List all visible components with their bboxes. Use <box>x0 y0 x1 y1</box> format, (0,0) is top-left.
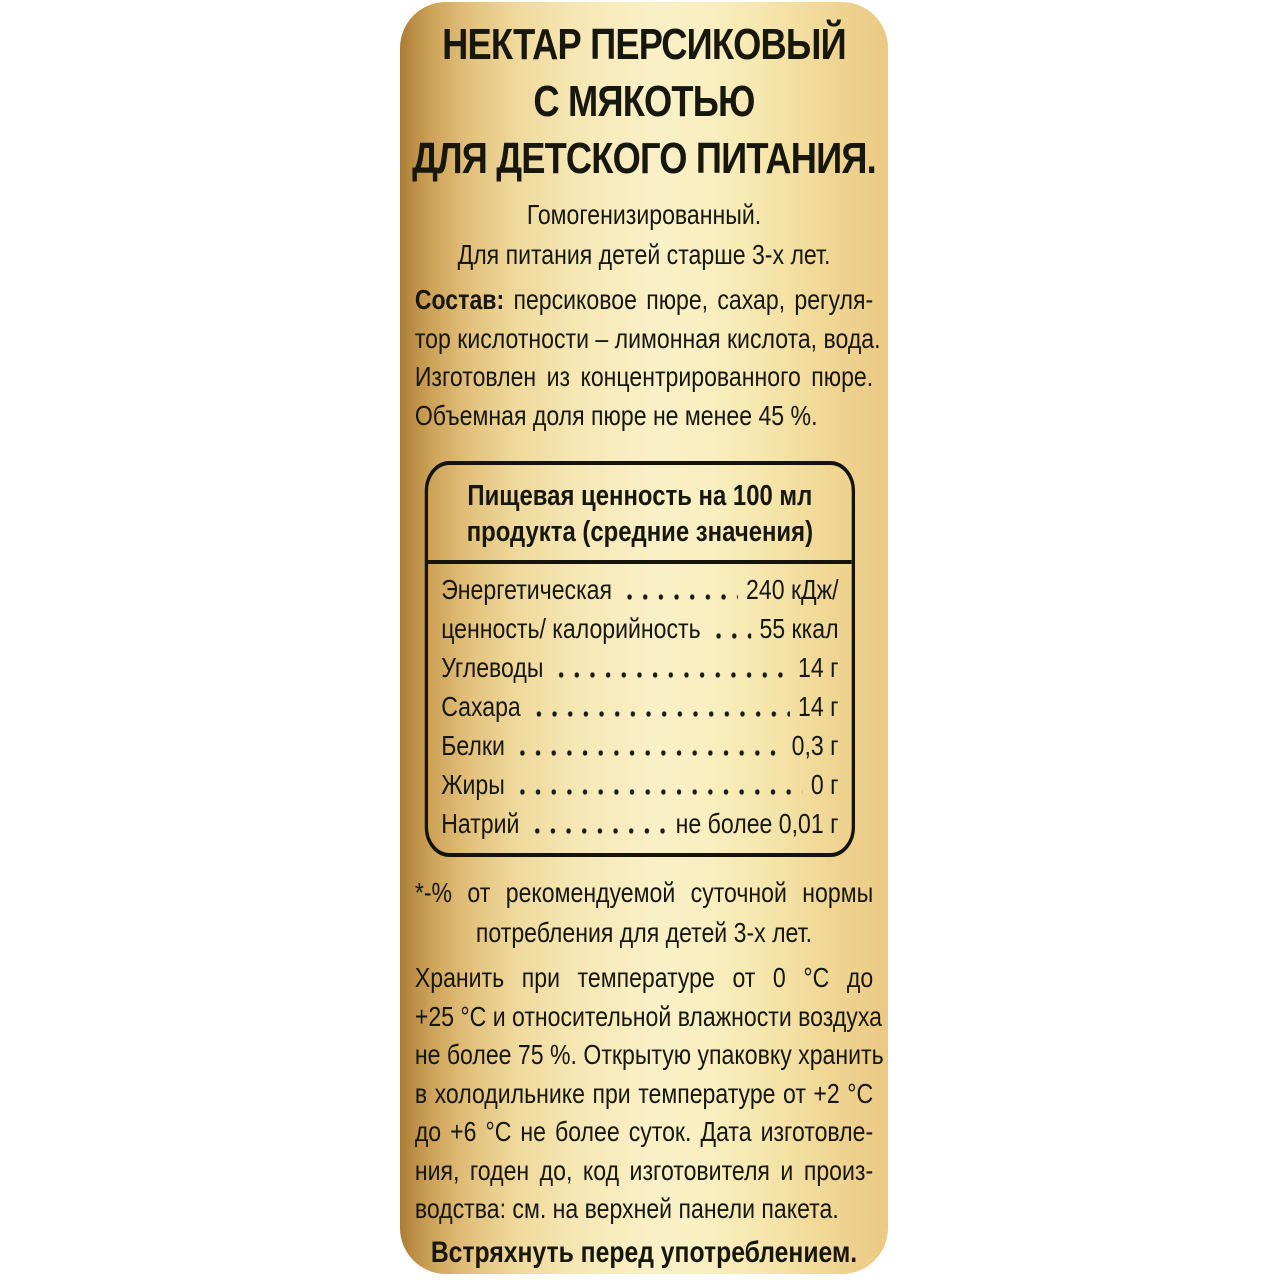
row-value: 0,3 г <box>791 730 839 761</box>
product-title <box>400 16 888 187</box>
nutrition-row-energy-2 <box>441 609 838 648</box>
row-label: Белки <box>441 730 505 761</box>
composition-line-4: Объемная доля пюре не менее 45 %. <box>414 399 818 431</box>
nutrition-header-line-2: продукта (средние значения) <box>466 516 814 548</box>
composition-line-2: тор кислотности – лимонная кислота, вода. <box>414 322 881 354</box>
title-line-1: НЕКТАР ПЕРСИКОВЫЙ <box>442 20 846 69</box>
dot-leader <box>531 687 790 726</box>
dot-leader <box>515 765 803 804</box>
nutrition-row-sugars <box>441 687 838 726</box>
nutrition-rows <box>428 564 852 853</box>
nutrition-row-fat <box>441 765 838 804</box>
label-content <box>400 2 888 1273</box>
row-label: ценность/ калорийность <box>441 613 701 644</box>
row-label: Углеводы <box>441 652 544 683</box>
storage-line-1: Хранить при температуре от 0 °С до <box>414 962 874 993</box>
row-label: Натрий <box>441 808 520 839</box>
composition-line-1-text: персиковое пюре, сахар, регуля- <box>513 284 874 315</box>
storage-line-4: в холодильнике при температуре от +2 °С <box>414 1077 874 1109</box>
composition-paragraph <box>414 281 881 435</box>
storage-line-7: водства: см. на верхней панели пакета. <box>414 1193 839 1224</box>
dot-leader <box>553 648 789 687</box>
nutrition-row-sodium <box>441 804 838 843</box>
row-value: 14 г <box>798 691 839 722</box>
nutrition-box <box>425 461 855 857</box>
row-label: Энергетическая <box>441 574 613 605</box>
nutrition-row-carbs <box>441 648 838 687</box>
footnote-line-1: *-% от рекомендуемой суточной нормы <box>414 877 874 908</box>
dot-leader <box>529 804 667 843</box>
nutrition-header-line-1: Пищевая ценность на 100 мл <box>467 480 813 512</box>
storage-line-2: +25 °С и относительной влажности воздуха <box>414 1000 882 1032</box>
nutrition-row-energy-1 <box>441 570 838 609</box>
shake-instruction: Встряхнуть перед употреблением. <box>430 1235 858 1269</box>
daily-value-footnote <box>415 873 873 953</box>
storage-line-5: до +6 °С не более суток. Дата изготовле- <box>414 1116 874 1147</box>
composition-lead: Состав: <box>414 284 505 315</box>
storage-instructions <box>414 959 884 1229</box>
storage-line-6: ния, годен до, код изготовителя и произ- <box>414 1154 874 1186</box>
title-line-2: С МЯКОТЬЮ <box>533 77 755 126</box>
composition-line-1 <box>415 281 873 320</box>
footnote-line-2: потребления для детей 3-х лет. <box>475 917 813 948</box>
product-subtitle <box>400 195 888 275</box>
dot-leader <box>515 726 784 765</box>
subtitle-line-2: Для питания детей старше 3-х лет. <box>457 239 831 270</box>
title-line-3: ДЛЯ ДЕТСКОГО ПИТАНИЯ. <box>412 134 876 183</box>
row-label: Сахара <box>441 691 521 722</box>
storage-line-3: не более 75 %. Открытую упаковку хранить <box>414 1039 884 1070</box>
composition-line-3: Изготовлен из концентрированного пюре. <box>414 361 874 392</box>
nutrition-header <box>428 465 852 564</box>
row-value: 55 ккал <box>759 613 839 644</box>
product-label <box>400 2 888 1274</box>
row-value: 14 г <box>798 652 839 683</box>
row-label: Жиры <box>441 769 505 800</box>
subtitle-line-1: Гомогенизированный. <box>526 199 762 230</box>
dot-leader <box>622 570 738 609</box>
row-value: 0 г <box>810 769 839 800</box>
nutrition-row-protein <box>441 726 838 765</box>
row-value: не более 0,01 г <box>675 808 839 839</box>
dot-leader <box>711 609 752 648</box>
row-value: 240 кДж/ <box>746 574 839 605</box>
